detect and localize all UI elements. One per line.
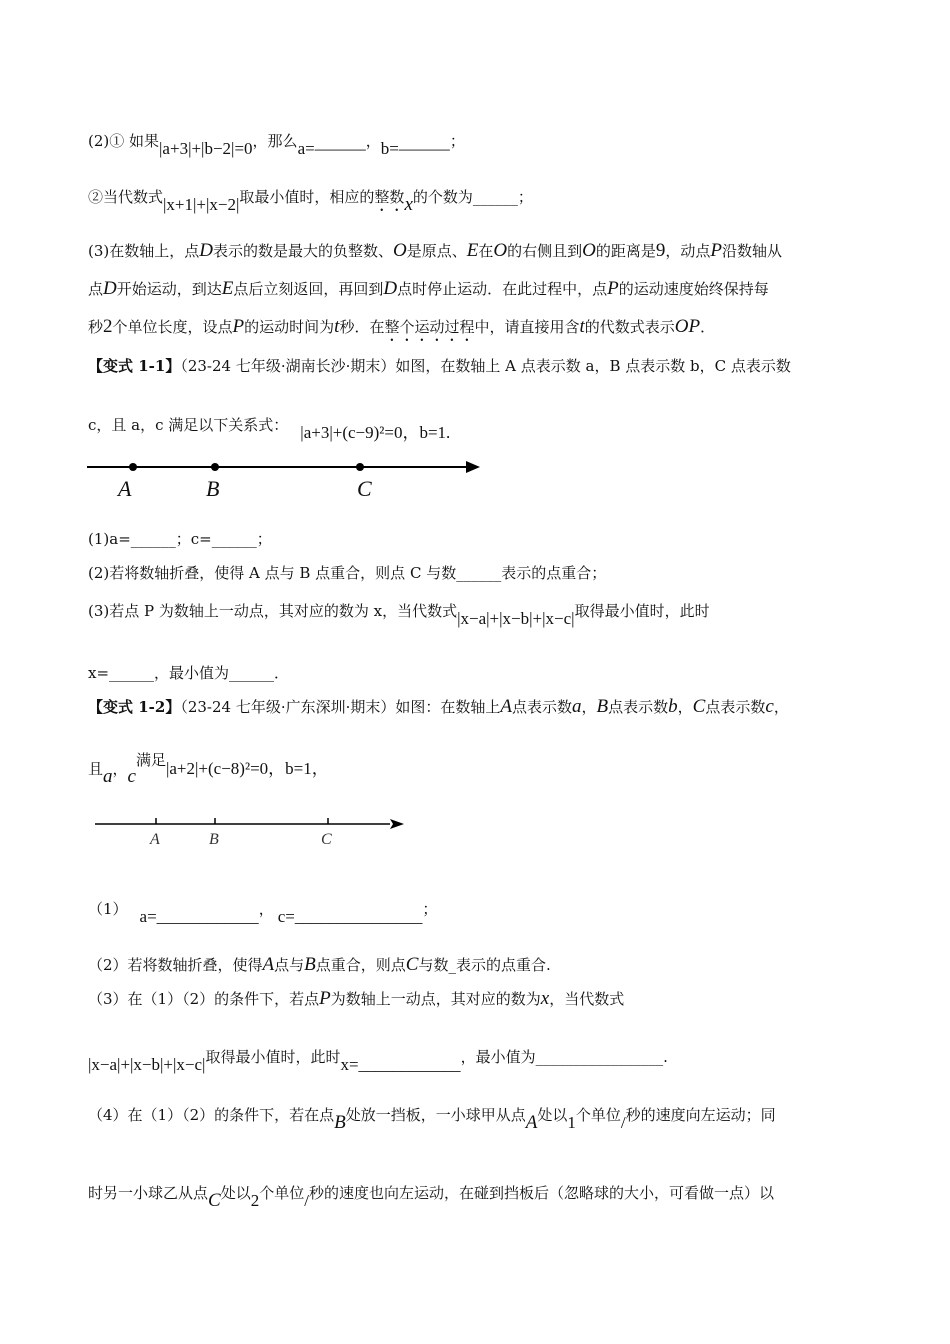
variant-1-1-condition: c，且 a，c 满足以下关系式：	[88, 416, 289, 434]
var: B	[304, 954, 316, 975]
variant-1-2-text: 且	[88, 760, 104, 778]
number-line-2	[90, 815, 410, 835]
x-blank: x=____________	[340, 1055, 461, 1074]
q3-var: D	[383, 278, 398, 299]
q3-var: P	[710, 240, 722, 261]
variant-1-2-var: C	[692, 696, 706, 717]
variant-1-1-line2	[88, 414, 451, 442]
q2-part1-text: ，那么	[252, 132, 298, 150]
text: ，最小值为_________________.	[460, 1048, 668, 1066]
variant-1-1-q3-text2: 取得最小值时，此时	[574, 602, 710, 620]
variant-1-1-expression: |a+3|+(c−9)²=0，b=1.	[300, 423, 451, 442]
q3-var: E	[221, 278, 234, 299]
var: x	[540, 988, 550, 1009]
q2-part2-x: x	[404, 194, 413, 215]
variant-1-2-text: ，	[112, 760, 128, 778]
q2-comma: ，	[365, 132, 381, 150]
q3-text: ．	[700, 318, 716, 336]
number: 1	[567, 1113, 576, 1132]
q3-var: OP	[674, 316, 701, 337]
variant-1-2-text: 点表示数	[608, 698, 669, 716]
q2-end: ；	[449, 132, 465, 150]
q3-text: 点后立刻返回，再回到	[233, 280, 384, 298]
q-number: （1）	[88, 900, 128, 918]
end: ；	[422, 900, 438, 918]
text: 取得最小值时，此时	[205, 1048, 341, 1066]
q3-var: D	[103, 278, 117, 299]
text: 处放一挡板，一小球甲从点	[345, 1106, 526, 1124]
text: （4）在（1）（2）的条件下，若在点	[88, 1106, 335, 1124]
q3-text: 开始运动，到达	[116, 280, 222, 298]
q2-part2-intro: ②当代数式	[88, 188, 164, 206]
q3-number: 9	[655, 240, 666, 261]
expression: |x−a|+|x−b|+|x−c|	[88, 1055, 206, 1074]
q3-text: 的距离是	[595, 242, 656, 260]
var: A	[262, 954, 275, 975]
variant-1-1-q1: (1)a=______；c=______；	[88, 530, 272, 548]
q3-text: 的右侧且到	[507, 242, 583, 260]
axis1-label-b: B	[206, 476, 220, 501]
text: 与数_表示的点重合.	[418, 956, 551, 974]
comma: ，	[258, 900, 274, 918]
variant-1-1-q3	[88, 600, 710, 628]
variant-1-2-q1	[88, 898, 438, 926]
variant-1-2-text: ，	[773, 698, 789, 716]
q3-var: P	[607, 278, 619, 299]
variant-1-2-var: c	[127, 766, 136, 787]
axis2-label-b: B	[209, 831, 219, 848]
text: 秒的速度也向左运动，在碰到挡板后（忽略球的大小，可看做一点）以	[308, 1184, 774, 1202]
q2-part2-expression: |x+1|+|x−2|	[163, 195, 240, 214]
variant-1-2-text: ，	[677, 698, 693, 716]
q3-line2	[88, 278, 769, 300]
variant-1-2-line1	[88, 696, 789, 718]
q3-line3	[88, 316, 715, 345]
q2-part1-intro: (2)① 如果	[88, 132, 160, 150]
q3-var: E	[466, 240, 479, 261]
var: P	[319, 988, 331, 1009]
q3-text: 在	[478, 242, 494, 260]
number-line-1	[80, 455, 490, 485]
text: 点重合，则点	[315, 956, 406, 974]
q3-text: 沿数轴从	[722, 242, 783, 260]
text: 时另一小球乙从点	[88, 1184, 209, 1202]
var: C	[208, 1190, 221, 1211]
text: 处以	[220, 1184, 251, 1202]
variant-1-2-text: 点表示数	[512, 698, 573, 716]
var: A	[525, 1112, 538, 1133]
q3-line1	[88, 240, 782, 262]
q2-part2-line	[88, 186, 533, 215]
text: 为数轴上一动点，其对应的数为	[330, 990, 541, 1008]
q3-text: 秒	[88, 318, 104, 336]
text: 个单位	[259, 1184, 305, 1202]
variant-1-2-q4-line2	[88, 1182, 774, 1211]
q3-var: t	[334, 316, 340, 337]
text: （3）在（1）（2）的条件下，若点	[88, 990, 320, 1008]
arrow-head-icon	[466, 461, 480, 473]
variant-1-2-var: a	[103, 766, 113, 787]
variant-1-1-line1	[88, 355, 791, 377]
q3-text: 点	[88, 280, 104, 298]
q2-b-blank: b=———	[380, 139, 450, 158]
q2-part1-expression: |a+3|+|b−2|=0	[159, 139, 253, 158]
q3-var: O	[582, 240, 596, 261]
variant-1-2-var: b	[668, 696, 678, 717]
variant-1-1-q3-text: (3)若点 P 为数轴上一动点，其对应的数为 x，当代数式	[88, 602, 458, 620]
variant-1-2-q4	[88, 1104, 776, 1133]
q3-text: (3)在数轴上，点	[88, 242, 200, 260]
q3-text: 是原点、	[406, 242, 467, 260]
axis2-label-a: A	[150, 831, 160, 848]
q3-text: 个单位长度，设点	[112, 318, 233, 336]
variant-1-1-q3-answer: x=______，最小值为______．	[88, 664, 290, 682]
point-c-dot	[356, 463, 364, 471]
q3-var: P	[232, 316, 245, 337]
q2-part2-integer: 整数	[374, 188, 405, 206]
q3-text: 秒．在	[339, 318, 385, 336]
arrow-head-icon	[390, 819, 404, 829]
var: B	[334, 1112, 346, 1133]
variant-1-1-q3-expression: |x−a|+|x−b|+|x−c|	[457, 609, 575, 628]
variant-1-2-heading: 【变式 1-2】	[88, 698, 181, 716]
axis2-label-c: C	[321, 831, 332, 848]
axis1-label-c: C	[357, 476, 372, 501]
q3-text: 的运动时间为	[244, 318, 335, 336]
text: 个单位	[575, 1106, 621, 1124]
point-b-dot	[211, 463, 219, 471]
c-blank: c=_______________	[277, 907, 423, 926]
q3-text: 中，请直接用含	[474, 318, 580, 336]
variant-1-1-heading: 【变式 1-1】	[88, 357, 181, 375]
variant-1-2-var: a	[572, 696, 582, 717]
number: 2	[250, 1191, 260, 1210]
q3-var: D	[199, 240, 213, 261]
variant-1-2-text: 满足	[135, 751, 166, 769]
q3-number: 2	[103, 316, 113, 337]
q3-var: O	[493, 240, 508, 261]
slash: /	[620, 1113, 626, 1132]
q2-part2-end: 的个数为______；	[412, 188, 533, 206]
text: 秒的速度向左运动；同	[625, 1106, 776, 1124]
variant-1-2-q3	[88, 988, 624, 1010]
text: 点与	[274, 956, 305, 974]
text: 处以	[537, 1106, 568, 1124]
q3-text: 点时停止运动．在此过程中，点	[397, 280, 608, 298]
q2-part1-line	[88, 130, 465, 158]
axis1-label-a: A	[118, 476, 132, 501]
text: ，当代数式	[549, 990, 625, 1008]
q3-text: ，动点	[665, 242, 711, 260]
var: C	[405, 954, 419, 975]
q3-var: O	[393, 240, 407, 261]
variant-1-2-line2	[88, 751, 329, 787]
q2-a-blank: a=———	[297, 139, 366, 158]
variant-1-2-var: A	[500, 696, 512, 717]
slash: /	[304, 1191, 309, 1210]
variant-1-2-var: B	[596, 696, 609, 717]
q3-emphasis: 整个运动过程	[384, 318, 475, 336]
text: （2）若将数轴折叠，使得	[88, 956, 263, 974]
variant-1-2-q3-line2	[88, 1046, 668, 1074]
point-a-dot	[129, 463, 137, 471]
q3-text: 的运动速度始终保持每	[618, 280, 769, 298]
q3-text: 的代数式表示	[584, 318, 675, 336]
variant-1-2-text: ，	[581, 698, 597, 716]
variant-1-1-q2: (2)若将数轴折叠，使得 A 点与 B 点重合，则点 C 与数______表示的点重合；	[88, 564, 607, 582]
q2-part2-text: 取最小值时，相应的	[239, 188, 375, 206]
variant-1-2-var: c	[765, 696, 774, 717]
q3-text: 表示的数是最大的负整数、	[212, 242, 393, 260]
variant-1-2-q2	[88, 954, 551, 976]
a-blank: a=____________	[139, 907, 259, 926]
variant-1-2-text: 点表示数	[705, 698, 766, 716]
q3-var: t	[579, 316, 585, 337]
variant-1-2-text: （23-24 七年级·广东深圳·期末）如图：在数轴上	[180, 698, 501, 716]
variant-1-1-text: （23-24 七年级·湖南长沙·期末）如图，在数轴上 A 点表示数 a，B 点表示数 b，C 点表示数	[180, 357, 791, 375]
variant-1-2-expression: |a+2|+(c−8)²=0，b=1，	[165, 759, 329, 778]
